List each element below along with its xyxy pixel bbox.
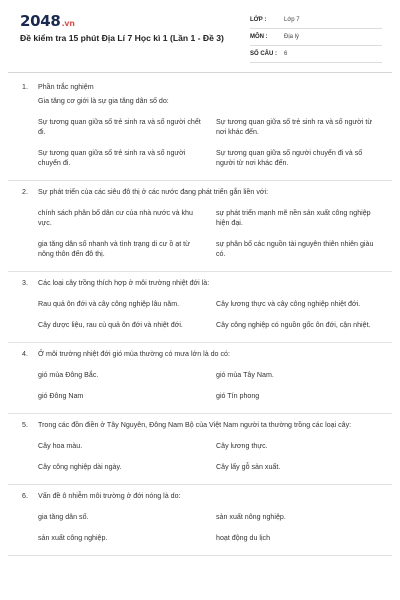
meta-value: Địa lý — [284, 34, 300, 40]
answer-options — [38, 203, 380, 265]
question-1 — [8, 76, 392, 181]
question-text: Ở môi trường nhiệt đới gió mùa thường có mưa lớn là do có: — [38, 350, 230, 358]
question-number: 5. — [22, 421, 28, 429]
answer-option[interactable]: Cây hoa màu. — [38, 442, 83, 450]
answer-option[interactable]: Sự tương quan giữa số trẻ sinh ra và số người chuyển đi. — [38, 149, 186, 167]
answer-option[interactable]: sự phát triển mạnh mẽ nền sản xuất công nghiệp hiện đại. — [216, 209, 371, 227]
answer-options — [38, 436, 380, 478]
answer-options — [38, 294, 380, 336]
question-number: 2. — [22, 188, 28, 196]
question-3 — [8, 272, 392, 343]
header-divider — [8, 72, 392, 73]
answer-option[interactable]: gia tăng dân số nhanh và tình trạng di cư ồ ạt từ nông thôn đến đô thị. — [38, 240, 190, 258]
answer-option[interactable]: Sự tương quan giữa số người chuyển đi và số người từ nơi khác đến. — [216, 149, 363, 167]
meta-row-count — [250, 46, 382, 63]
answer-option[interactable]: gió Tín phong — [216, 392, 260, 400]
meta-value: 6 — [284, 51, 288, 57]
answer-option[interactable]: Cây công nghiệp có nguồn gốc ôn đới, cận nhiệt. — [216, 321, 371, 329]
meta-key: MÔN : — [250, 34, 268, 40]
answer-option[interactable]: sản xuất công nghiệp. — [38, 534, 108, 542]
logo-suffix: .vn — [61, 19, 75, 28]
page-header — [0, 0, 400, 66]
meta-key: LỚP : — [250, 17, 267, 23]
question-prompt: Gia tăng cơ giới là sự gia tăng dân số do: — [38, 97, 169, 105]
answer-option[interactable]: Cây lấy gỗ sản xuất. — [216, 463, 281, 471]
answer-option[interactable]: gió mùa Tây Nam. — [216, 371, 274, 379]
question-number: 1. — [22, 83, 28, 91]
answer-option[interactable]: Sự tương quan giữa số trẻ sinh ra và số người từ nơi khác đến. — [216, 118, 373, 136]
answer-options — [38, 507, 380, 549]
answer-option[interactable]: Cây dược liệu, rau củ quả ôn đới và nhiệt đới. — [38, 321, 183, 329]
answer-options — [38, 365, 380, 407]
meta-row-class — [250, 12, 382, 29]
answer-option[interactable]: Cây lương thực và cây công nghiệp nhiệt đới. — [216, 300, 361, 308]
site-logo[interactable] — [20, 12, 75, 30]
answer-option[interactable]: chính sách phân bố dân cư của nhà nước và khu vực. — [38, 209, 193, 227]
question-6 — [8, 485, 392, 556]
question-text: Vấn đề ô nhiễm môi trường ở đới nóng là do: — [38, 492, 181, 500]
question-4 — [8, 343, 392, 414]
answer-options — [38, 112, 380, 174]
question-text: Sự phát triển của các siêu đô thị ở các nước đang phát triển gắn liền với: — [38, 188, 269, 196]
answer-option[interactable]: hoạt động du lịch — [216, 534, 271, 542]
exam-title: Đề kiểm tra 15 phút Địa Lí 7 Học kì 1 (Lần 1 - Đề 3) — [20, 33, 224, 43]
question-number: 6. — [22, 492, 28, 500]
exam-meta — [250, 12, 382, 63]
question-2 — [8, 181, 392, 272]
answer-option[interactable]: gió mùa Đông Bắc. — [38, 371, 99, 379]
question-number: 3. — [22, 279, 28, 287]
meta-key: SỐ CÂU : — [250, 51, 277, 57]
meta-row-subject — [250, 29, 382, 46]
answer-option[interactable]: gia tăng dân số. — [38, 513, 89, 521]
answer-option[interactable]: Sự tương quan giữa số trẻ sinh ra và số người chết đi. — [38, 118, 201, 136]
answer-option[interactable]: Cây lương thực. — [216, 442, 268, 450]
answer-option[interactable]: Rau quả ôn đới và cây công nghiệp lâu năm. — [38, 300, 180, 308]
answer-option[interactable]: sản xuất nông nghiệp. — [216, 513, 286, 521]
answer-option[interactable]: sự phân bố các nguồn tài nguyên thiên nhiên giàu có. — [216, 240, 374, 258]
answer-option[interactable]: gió Đông Nam — [38, 392, 84, 400]
question-text: Các loại cây trồng thích hợp ở môi trường nhiệt đới là: — [38, 279, 210, 287]
question-text: Trong các đồn điền ở Tây Nguyên, Đông Nam Bộ của Việt Nam người ta thường trồng các loại cây: — [38, 421, 352, 429]
logo-brand: 2048 — [20, 12, 61, 30]
question-5 — [8, 414, 392, 485]
question-text: Phần trắc nghiệm — [38, 83, 94, 91]
meta-value: Lớp 7 — [284, 17, 300, 23]
answer-option[interactable]: Cây công nghiệp dài ngày. — [38, 463, 122, 471]
question-number: 4. — [22, 350, 28, 358]
question-list — [0, 76, 400, 600]
